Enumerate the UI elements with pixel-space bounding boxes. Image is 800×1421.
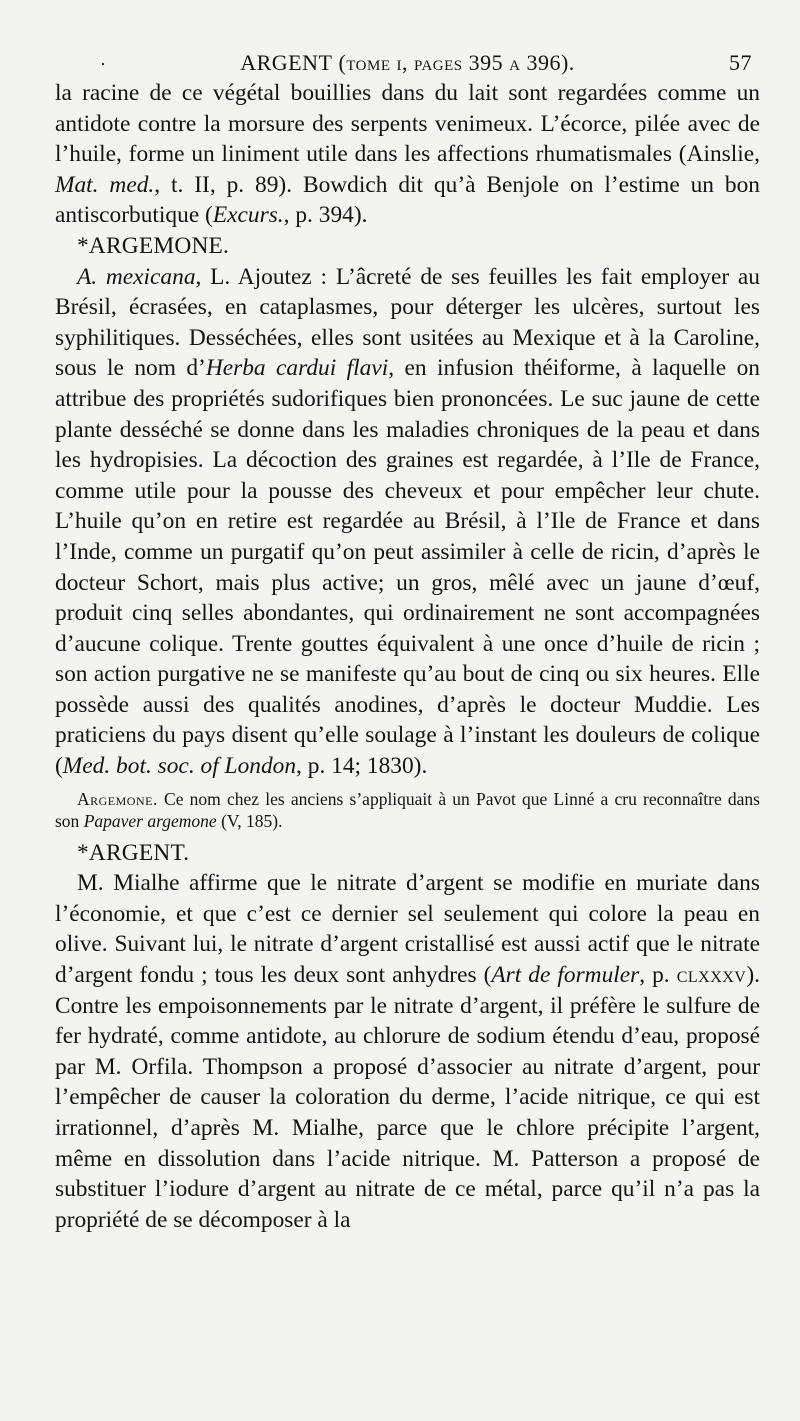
citation-italic: Excurs. <box>212 202 284 229</box>
citation-italic: Art de formuler <box>491 962 640 989</box>
herb-name-italic: Herba cardui flavi <box>205 355 389 382</box>
paragraph-argent <box>55 868 760 1235</box>
text-run: , p. 394). <box>283 202 368 229</box>
text-run: (V, 185). <box>216 810 283 831</box>
page-number: 57 <box>729 50 752 75</box>
text-run: , en infusion théiforme, à laquelle on attribue des propriétés sudorifiques bien prononcées. Le suc jaune de cette plante desséché se donne dans les maladies chroniques de la peau et dans les hydropisies. La décoction des graines est regardée, à l’Ile de France, comme utile pour la pousse des cheveux et pour empêcher leur chute. L’huile qu’on en retire est regardée au Brésil, à l’Ile de France et dans l’Inde, comme un purgatif qu’on peut assimiler à celle de ricin, d’après le docteur Schort, mais plus active; un gros, mêlé avec un jaune d’œuf, produit cinq selles abondantes, qui ordinairement ne sont accompagnées d’aucune colique. Trente gouttes équivalent à une once d’huile de ricin ; son action purgative ne se manifeste qu’au bout de cinq ou six heures. Elle possède aussi des qualités anodines, d’après le docteur Muddie. Les praticiens du pays disent qu’elle soulage à l’instant les douleurs de colique ( <box>55 355 760 780</box>
text-run: M. Mialhe affirme que le nitrate d’argent se modifie en muriate dans l’économie, et que c’est ce dernier sel seulement qui colore la peau en olive. Suivant lui, le nitrate d’argent cristallisé est aussi actif que le nitrate d’argent fondu ; tous les deux sont anhydres ( <box>55 870 760 989</box>
entry-title-argent: *ARGENT. <box>77 839 190 866</box>
running-head-title: ARGENT <box>240 50 333 75</box>
paragraph-argemone <box>55 262 760 782</box>
species-italic: A. mexicana <box>77 263 196 290</box>
paragraph-continuation <box>55 78 760 231</box>
text-run: , p. 14; 1830). <box>296 753 428 780</box>
text-run: la racine de ce végétal bouillies dans du lait sont regardées comme un antidote contre la morsure des serpents venimeux. L’écorce, pilée avec de l’huile, forme un liniment utile dans les affections rhumatismales (Ainslie, <box>55 80 760 168</box>
running-head <box>55 50 760 76</box>
text-run: , t. II, p. 89). Bowdich dit qu’à Benjole on l’estime un bon antiscorbutique ( <box>55 171 760 229</box>
note-term: Argemone. <box>77 788 158 809</box>
footnote-argemone <box>55 788 760 832</box>
running-head-subtitle: (tome i, pages 395 a 396). <box>338 50 575 75</box>
citation-italic: Mat. med. <box>55 171 155 198</box>
roman-numeral: clxxxv <box>676 962 747 989</box>
text-run: , p. <box>639 962 677 989</box>
text-run: Ce nom chez les anciens s’appliquait à un Pavot que Linné a cru reconnaître dans son <box>55 788 760 831</box>
species-italic: Papaver argemone <box>83 810 217 831</box>
citation-italic: Med. bot. soc. of London <box>62 753 297 780</box>
text-run: ). Contre les empoisonnements par le nitrate d’argent, il préfère le sulfure de fer hydraté, comme antidote, au chlorure de sodium étendu d’eau, proposé par M. Orfila. Thompson a proposé d’associer au nitrate d’argent, pour l’empêcher de causer la coloration du derme, l’acide nitrique, ce qui est irrationnel, d’après M. Mialhe, parce que le chlore précipite l’argent, même en dissolution dans l’acide nitrique. M. Patterson a proposé de substituer l’iodure d’argent au nitrate de ce métal, parce qu’il n’a pas la propriété de se décomposer à la <box>55 962 760 1233</box>
text-run: , L. Ajoutez : L’âcreté de ses feuilles les fait employer au Brésil, écrasées, en cataplasmes, pour déterger les ulcères, surtout les syphilitiques. Desséchées, elles sont usitées au Mexique et à la Caroline, sous le nom d’ <box>55 263 760 382</box>
margin-dot: · <box>100 54 107 74</box>
entry-title-argemone: *ARGEMONE. <box>77 232 230 259</box>
